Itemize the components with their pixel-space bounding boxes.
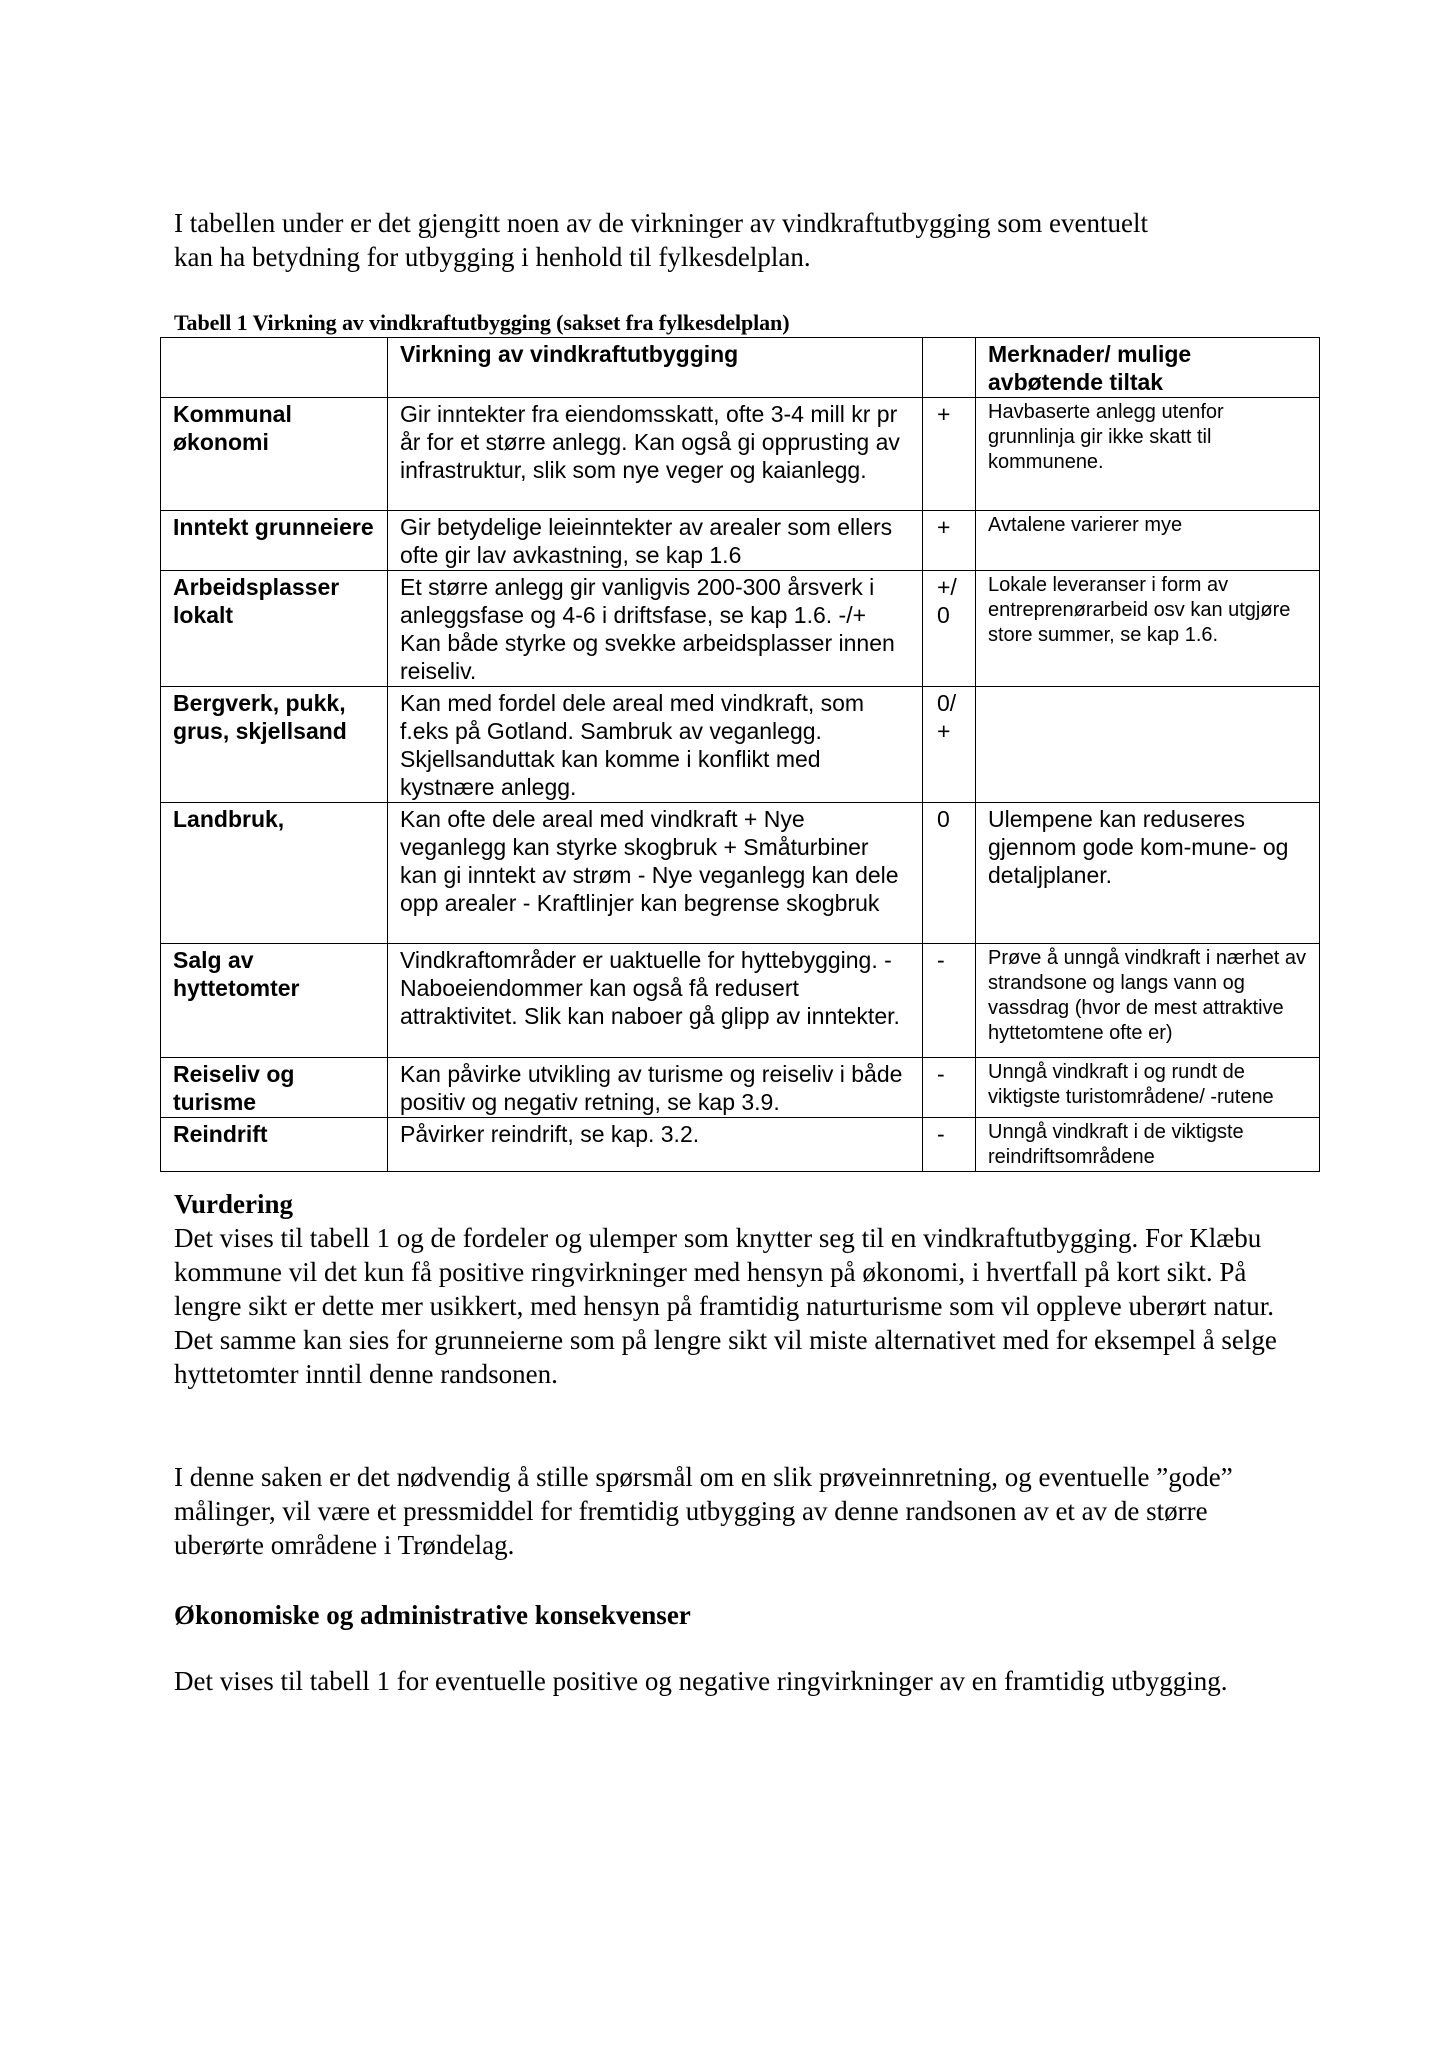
row-sign: - [923,1118,976,1172]
intro-line-1: I tabellen under er det gjengitt noen av de virkninger av vindkraftutbygging som eventuelt [174,208,1148,238]
row-effect: Et større anlegg gir vanligvis 200-300 årsverk i anleggsfase og 4-6 i driftsfase, se kap 1.6. -/+ Kan både styrke og svekke arbeidsplasser innen reiseliv. [388,571,923,687]
table-row [161,803,1320,944]
row-remark: Avtalene varierer mye [976,511,1320,571]
row-effect: Kan med fordel dele areal med vindkraft, som f.eks på Gotland. Sambruk av veganlegg. Skjellsanduttak kan komme i konflikt med kystnære anlegg. [388,687,923,803]
row-sign: + [923,511,976,571]
table-row [161,1118,1320,1172]
row-remark: Unngå vindkraft i de viktigste reindriftsområdene [976,1118,1320,1172]
table-row [161,398,1320,511]
header-effect: Virkning av vindkraftutbygging [388,338,923,398]
row-sign: 0/ + [923,687,976,803]
row-label: Kommunal økonomi [161,398,388,511]
row-label: Salg av hyttetomter [161,944,388,1058]
konsekvenser-paragraph: Det vises til tabell 1 for eventuelle positive og negative ringvirkninger av en framtidig utbygging. [174,1666,1228,1696]
row-effect: Gir inntekter fra eiendomsskatt, ofte 3-4 mill kr pr år for et større anlegg. Kan også gi opprusting av infrastruktur, slik som nye veger og kaianlegg. [388,398,923,511]
vurdering-paragraph-1: Det vises til tabell 1 og de fordeler og ulemper som knytter seg til en vindkraftutbygging. For Klæbu kommune vil det kun få positive ringvirkninger med hensyn på økonomi, i hvertfall på kort sikt. På lengre sikt er dette mer usikkert, med hensyn på framtidig naturturisme som vil oppleve uberørt natur. Det samme kan sies for grunneierne som på lengre sikt vil miste alternativet med for eksempel å selge hyttetomter inntil denne randsonen. [174,1223,1277,1389]
table-row [161,687,1320,803]
row-remark: Prøve å unngå vindkraft i nærhet av strandsone og langs vann og vassdrag (hvor de mest attraktive hyttetomtene ofte er) [976,944,1320,1058]
table-row [161,571,1320,687]
table-caption: Tabell 1 Virkning av vindkraftutbygging (sakset fra fylkesdelplan) [174,310,790,335]
row-remark: Ulempene kan reduseres gjennom gode kom-mune- og detaljplaner. [976,803,1320,944]
header-cell-empty-2 [923,338,976,398]
row-label: Inntekt grunneiere [161,511,388,571]
table-row [161,511,1320,571]
row-effect: Gir betydelige leieinntekter av arealer som ellers ofte gir lav avkastning, se kap 1.6 [388,511,923,571]
section-heading-vurdering: Vurdering [174,1189,294,1219]
row-label: Bergverk, pukk, grus, skjellsand [161,687,388,803]
row-sign: 0 [923,803,976,944]
row-label: Reiseliv og turisme [161,1058,388,1118]
row-label: Landbruk, [161,803,388,944]
row-label: Arbeidsplasser lokalt [161,571,388,687]
row-effect: Kan påvirke utvikling av turisme og reiseliv i både positiv og negativ retning, se kap 3.9. [388,1058,923,1118]
vurdering-paragraph-2: I denne saken er det nødvendig å stille spørsmål om en slik prøveinnretning, og eventuelle ”gode” målinger, vil være et pressmiddel for fremtidig utbygging av denne randsonen av et av de større uberørte områdene i Trøndelag. [174,1462,1233,1560]
row-sign: - [923,944,976,1058]
intro-line-2: kan ha betydning for utbygging i henhold til fylkesdelplan. [174,242,811,272]
row-remark: Lokale leveranser i form av entreprenørarbeid osv kan utgjøre store summer, se kap 1.6. [976,571,1320,687]
row-remark: Havbaserte anlegg utenfor grunnlinja gir ikke skatt til kommunene. [976,398,1320,511]
effects-table [160,337,1320,1172]
section-heading-konsekvenser: Økonomiske og administrative konsekvenser [174,1600,691,1630]
row-sign: + [923,398,976,511]
header-cell-empty-1 [161,338,388,398]
row-label: Reindrift [161,1118,388,1172]
row-remark: Unngå vindkraft i og rundt de viktigste turistområdene/ -rutene [976,1058,1320,1118]
header-remarks: Merknader/ mulige avbøtende tiltak [976,338,1320,398]
row-sign: +/ 0 [923,571,976,687]
table-row [161,944,1320,1058]
row-effect: Påvirker reindrift, se kap. 3.2. [388,1118,923,1172]
row-sign: - [923,1058,976,1118]
row-effect: Kan ofte dele areal med vindkraft + Nye veganlegg kan styrke skogbruk + Småturbiner kan gi inntekt av strøm - Nye veganlegg kan dele opp arealer - Kraftlinjer kan begrense skogbruk [388,803,923,944]
row-remark [976,687,1320,803]
intro-paragraph [174,206,1294,274]
table-row [161,1058,1320,1118]
row-effect: Vindkraftområder er uaktuelle for hyttebygging. - Naboeiendommer kan også få redusert attraktivitet. Slik kan naboer gå glipp av inntekter. [388,944,923,1058]
table-header-row [161,338,1320,398]
